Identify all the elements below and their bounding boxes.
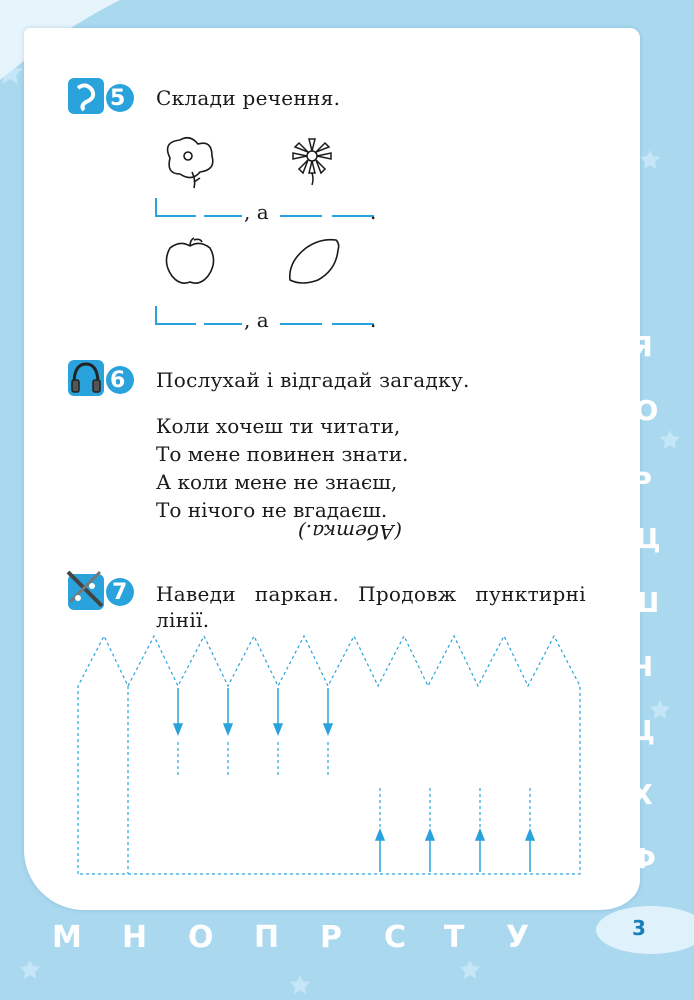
side-letter: Ш (624, 586, 660, 619)
poem-line: То мене повинен знати. (156, 442, 409, 466)
task-6-number: 6 (110, 368, 126, 393)
bottom-letter: М (52, 920, 82, 955)
task-7-title-line1: Наведи паркан. Продовж пунктирні (156, 582, 586, 606)
lemon-icon (286, 236, 342, 286)
side-letter: Ю (625, 394, 659, 427)
apple-icon (164, 236, 218, 286)
answer-line-2 (150, 304, 390, 328)
puzzle-icon (68, 78, 104, 114)
poppy-flower-icon (160, 134, 220, 190)
side-letter: Ч (630, 650, 654, 683)
poem-line: То нічого не вгадаєш. (156, 498, 388, 522)
bottom-letter: Т (444, 920, 465, 955)
conjunction-a-2: , а (244, 308, 269, 332)
conjunction-a: , а (244, 200, 269, 224)
bottom-letter: П (254, 920, 280, 955)
side-letter: Щ (623, 522, 661, 555)
side-letter: Ь (631, 458, 653, 491)
task-5-badge (66, 76, 136, 116)
bottom-letter: У (506, 920, 530, 955)
page-number: 3 (632, 916, 646, 940)
answer-line-1 (150, 196, 390, 220)
side-letter: Я (631, 330, 653, 363)
task-5-title: Склади речення. (156, 86, 341, 110)
task-7-number: 7 (112, 580, 128, 605)
task-6-title: Послухай і відгадай загадку. (156, 368, 470, 392)
riddle-poem (156, 412, 408, 524)
daisy-flower-icon (288, 134, 336, 186)
bottom-letter: О (188, 920, 214, 955)
side-letter: Ц (629, 714, 655, 747)
task-5-number: 5 (110, 86, 126, 111)
poem-line: А коли мене не знаєш, (156, 470, 398, 494)
bottom-letter: С (384, 920, 407, 955)
task-6-badge (66, 358, 136, 398)
period-2: . (370, 308, 377, 332)
bottom-letter: Н (122, 920, 148, 955)
task-7-title-line2: лінії. (156, 608, 210, 632)
period: . (370, 200, 377, 224)
side-letter: Ф (628, 842, 656, 875)
bottom-letter: Р (320, 920, 342, 955)
fence-tracing-area (70, 632, 590, 882)
riddle-answer-upside-down: (Абетка.) (298, 520, 402, 544)
side-letter: Х (631, 778, 653, 811)
poem-line: Коли хочеш ти читати, (156, 414, 401, 438)
